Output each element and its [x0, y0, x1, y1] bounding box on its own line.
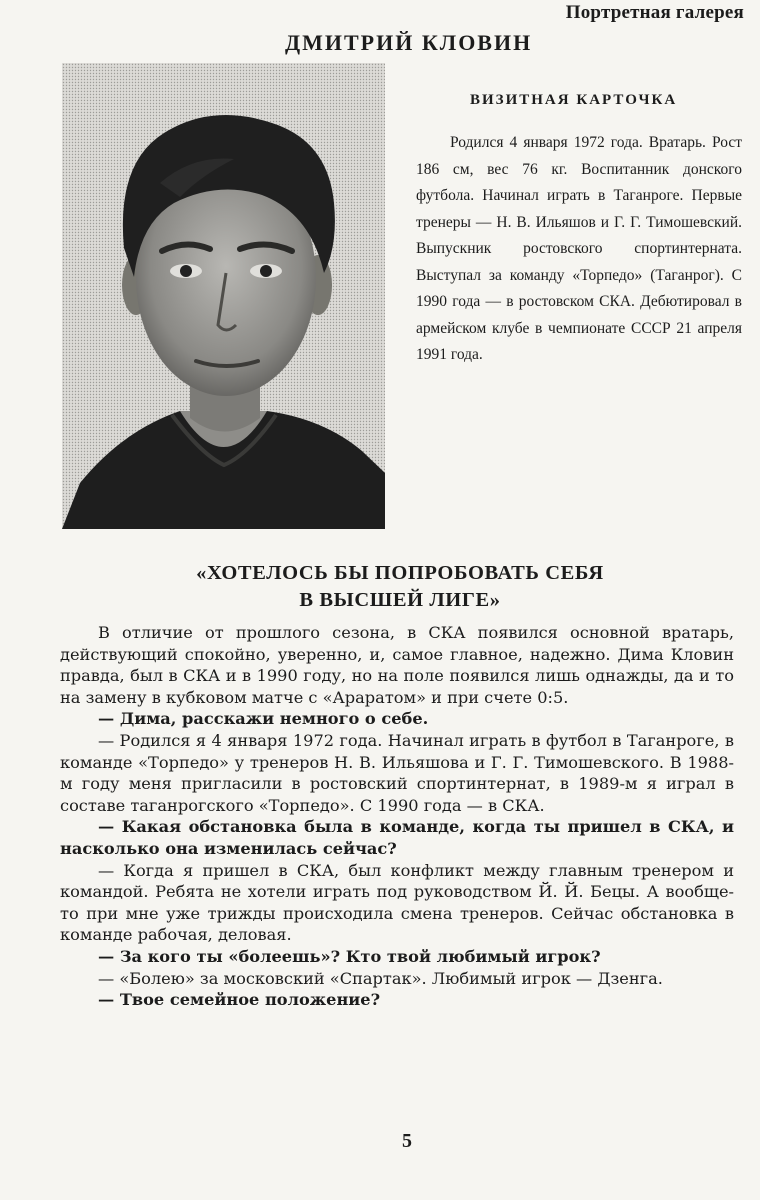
section-header: Портретная галерея	[565, 2, 744, 23]
player-photo	[62, 63, 385, 529]
interview-question: — Какая обстановка была в команде, когда ты пришел в СКА, и насколько она изменилась сейчас?	[60, 817, 734, 858]
player-name: ДМИТРИЙ КЛОВИН	[285, 30, 533, 55]
article-title	[130, 560, 670, 614]
business-card-title: ВИЗИТНАЯ КАРТОЧКА	[470, 92, 678, 108]
interview-answer: — «Болею» за московский «Спартак». Любимый игрок — Дзенга.	[98, 968, 663, 988]
page-number: 5	[402, 1130, 412, 1152]
interview-question: — Твое семейное положение?	[98, 990, 381, 1010]
interview-answer: — Родился я 4 января 1972 года. Начинал играть в футбол в Таганроге, в команде «Торпедо» у тренеров Н. В. Ильяшова и Г. Г. Тимошевского. В 1988-м году меня пригласили в ростовский спортинтернат, в 1989-м я играл в составе таганрогского «Торпедо». С 1990 года — в СКА.	[60, 730, 734, 815]
business-card-text: Родился 4 января 1972 года. Вратарь. Рост 186 см, вес 76 кг. Воспитанник донского футбола. Начинал играть в Таганроге. Первые тренеры — Н. В. Ильяшов и Г. Г. Тимошевский. Выпускник ростовского спортинтерната. Выступал за команду «Торпедо» (Таганрог). С 1990 года — в ростовском СКА. Дебютировал в армейском клубе в чемпионате СССР 21 апреля 1991 года.	[416, 134, 742, 363]
article-title-line: «ХОТЕЛОСЬ БЫ ПОПРОБОВАТЬ СЕБЯ	[196, 562, 604, 584]
interview-question: — За кого ты «болеешь»? Кто твой любимый игрок?	[98, 946, 601, 966]
article-paragraph: В отличие от прошлого сезона, в СКА появился основной вратарь, действующий спокойно, уверенно, и, самое главное, надежно. Дима Кловин правда, был в СКА и в 1990 году, но на поле появился лишь однажды, да и то на замену в кубковом матче с «Араратом» и при счете 0:5.	[60, 623, 734, 707]
article-body	[60, 622, 734, 1011]
interview-question: — Дима, расскажи немного о себе.	[98, 709, 429, 729]
article-title-line: В ВЫСШЕЙ ЛИГЕ»	[299, 589, 501, 611]
interview-answer: — Когда я пришел в СКА, был конфликт между главным тренером и командой. Ребята не хотели играть под руководством Й. Й. Бецы. А вообще-то при мне уже трижды происходила смена тренеров. Сейчас обстановка в команде рабочая, деловая.	[60, 860, 734, 945]
